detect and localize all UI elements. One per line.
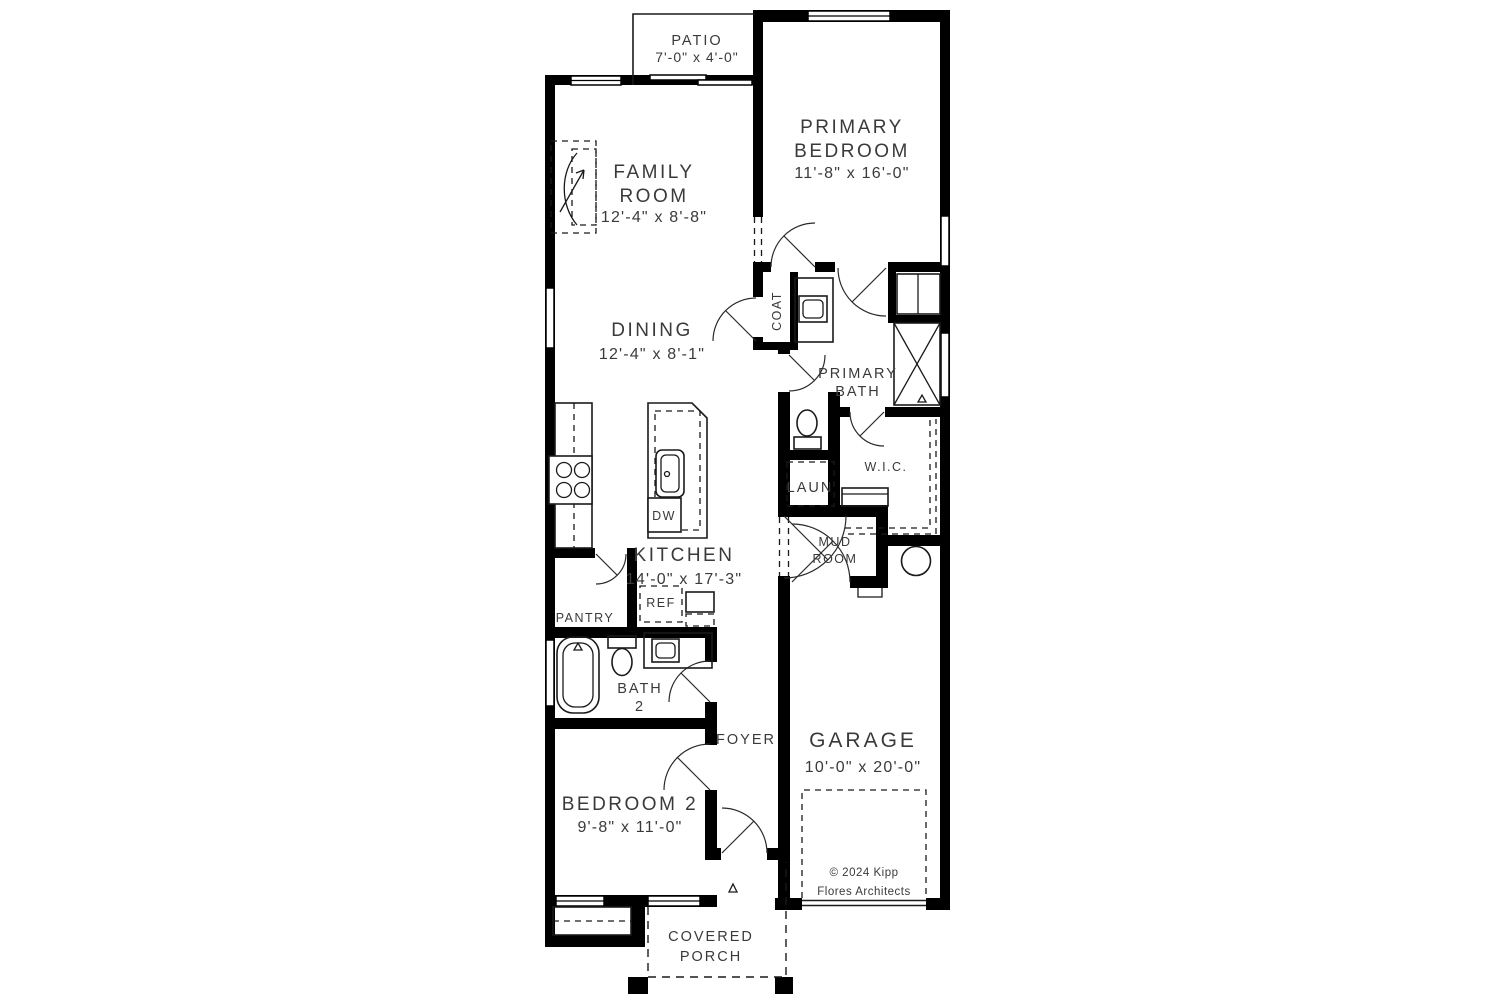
wall-pantry-top: [545, 548, 595, 558]
wall-linen-bottom: [888, 315, 940, 323]
bath2-tub: [557, 637, 599, 713]
wall-foyer-left-c: [705, 790, 717, 848]
wall-coat-bottom: [753, 342, 798, 350]
wall-exterior-left: [545, 75, 555, 947]
label-mud-2: ROOM: [812, 552, 858, 566]
bath2-window: [546, 640, 554, 706]
mud-bench: [842, 488, 888, 506]
bedroom2-door: [664, 744, 710, 790]
wall-hall-right-a: [778, 344, 790, 354]
wall-suite-b: [815, 262, 835, 272]
wall-laundry-top: [790, 450, 838, 460]
porch-post-left: [628, 977, 648, 994]
shower: [894, 323, 940, 405]
bath2-vanity: [644, 633, 712, 668]
wall-suite-a: [763, 262, 771, 272]
wall-primary-bedroom-left-upper: [753, 85, 763, 217]
pantry-door: [596, 554, 626, 584]
label-pantry: PANTRY: [555, 611, 615, 625]
primary-bath-entry-door: [838, 268, 886, 316]
front-door: [722, 808, 767, 853]
label-porch-2: PORCH: [679, 949, 743, 965]
wall-front-door-jamb-right: [767, 848, 781, 860]
dining-window: [546, 288, 554, 348]
wic-door: [850, 412, 884, 446]
label-primary-bedroom-2: BEDROOM: [794, 141, 910, 162]
dims-primary-bedroom: 11'-8" x 16'-0": [794, 165, 910, 182]
label-wic: W.I.C.: [864, 460, 908, 474]
copyright-line-2: Flores Architects: [817, 886, 911, 898]
primary-vanity: [795, 278, 833, 342]
primary-bedroom-door: [771, 223, 815, 267]
label-porch-1: COVERED: [668, 929, 754, 945]
wall-wic-top-b: [885, 407, 940, 417]
label-coat: COAT: [770, 291, 784, 331]
wall-bay-post: [631, 898, 645, 938]
label-bedroom2: BEDROOM 2: [561, 794, 699, 815]
label-dishwasher: DW: [652, 509, 676, 523]
media-niche: [551, 141, 596, 233]
wall-exterior-right: [940, 10, 950, 910]
patio-slider-panel-2: [698, 80, 752, 85]
dims-dining: 12'-4" x 8'-1": [598, 346, 706, 363]
coat-door: [713, 298, 756, 341]
label-laundry: LAUN: [786, 480, 834, 496]
dims-patio: 7'-0" x 4'-0": [655, 49, 739, 65]
wall-front-door-jamb-left: [705, 848, 721, 860]
label-kitchen: KITCHEN: [633, 545, 735, 566]
cooktop: [549, 456, 592, 504]
linen-closet: [897, 274, 940, 314]
label-primary-bedroom-1: PRIMARY: [800, 117, 904, 138]
wall-bay-bottom: [545, 935, 645, 947]
label-family-2: ROOM: [619, 186, 689, 207]
copyright-line-1: © 2024 Kipp: [829, 867, 899, 879]
label-foyer: FOYER: [716, 732, 776, 748]
wall-linen-left: [888, 272, 896, 320]
label-refrigerator: REF: [646, 596, 676, 610]
garage-door-track-dash: [802, 790, 926, 898]
wall-garage-bottom-right: [926, 898, 950, 910]
wall-water-heater-top: [888, 535, 950, 546]
water-heater: [902, 547, 931, 576]
primary-bedroom-side-window: [941, 216, 949, 266]
wall-coat-left-upper: [753, 262, 763, 297]
dims-garage: 10'-0" x 20'-0": [804, 759, 922, 776]
label-patio: PATIO: [671, 33, 723, 49]
label-mud-1: MUD: [818, 535, 852, 549]
label-bath2-2: 2: [634, 699, 646, 715]
label-primary-bath-2: BATH: [835, 384, 881, 400]
porch-marker: [729, 884, 737, 892]
label-family-1: FAMILY: [613, 162, 695, 183]
wall-bath2-bedroom2: [545, 718, 717, 729]
label-bath2-1: BATH: [617, 681, 663, 697]
porch-post-right: [775, 977, 793, 994]
label-primary-bath-1: PRIMARY: [818, 366, 898, 382]
label-garage: GARAGE: [809, 729, 917, 752]
shower-head-icon: [918, 395, 926, 402]
garage-step: [858, 588, 882, 597]
wall-mud-bottom: [850, 576, 888, 588]
primary-toilet: [794, 410, 821, 449]
bath2-toilet: [608, 636, 636, 676]
dims-family: 12'-4" x 8'-8": [600, 209, 708, 226]
labels: [556, 33, 921, 965]
wall-coat-right: [790, 272, 798, 342]
dims-bedroom2: 9'-8" x 11'-0": [577, 819, 683, 836]
wall-wic-top-a: [840, 407, 850, 417]
dims-kitchen: 14'-0" x 17'-3": [625, 571, 743, 588]
kitchen-counter-right: [686, 592, 714, 626]
shower-window: [941, 333, 949, 397]
label-dining: DINING: [611, 320, 693, 341]
wall-patio-divider: [753, 10, 763, 87]
wall-garage-bottom-left: [775, 898, 802, 910]
bath2-door: [669, 661, 710, 702]
